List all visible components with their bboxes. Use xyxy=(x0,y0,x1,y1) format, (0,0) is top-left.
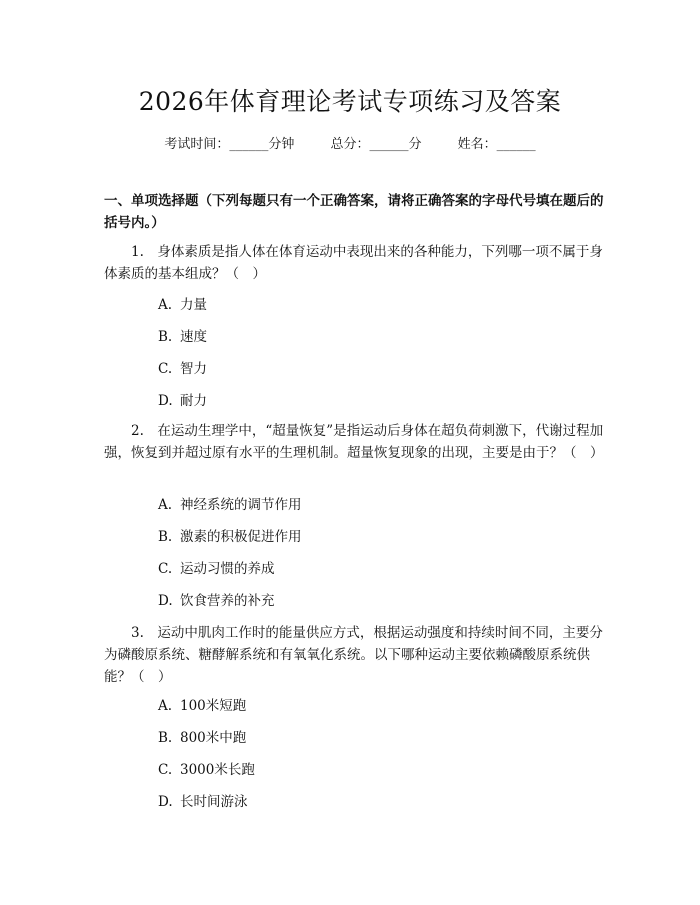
question-3-option-d xyxy=(158,791,248,813)
option-text: 100米短跑 xyxy=(180,698,247,714)
option-text: 神经系统的调节作用 xyxy=(180,497,302,513)
option-text: 3000米长跑 xyxy=(180,762,255,778)
question-1-option-b xyxy=(158,326,207,348)
option-letter: D. xyxy=(158,794,173,810)
option-letter: C. xyxy=(158,561,173,577)
question-1-option-c xyxy=(158,358,207,380)
option-letter: B. xyxy=(158,529,173,545)
exam-time: 考试时间：______分钟 xyxy=(164,137,295,152)
exam-info xyxy=(0,133,700,152)
section-heading: 一、单项选择题（下列每题只有一个正确答案，请将正确答案的字母代号填在题后的括号内。） xyxy=(104,193,604,231)
question-2: 2. 在运动生理学中，“超量恢复”是指运动后身体在超负荷刺激下，代谢过程加强，恢复到并超过原有水平的生理机制。超量恢复现象的出现，主要是由于？（ ） xyxy=(104,423,604,461)
option-letter: B. xyxy=(158,329,173,345)
exam-score: 总分：______分 xyxy=(330,137,422,152)
option-letter: A. xyxy=(158,297,173,313)
option-letter: D. xyxy=(158,593,173,609)
option-text: 800米中跑 xyxy=(180,730,247,746)
question-1: 1. 身体素质是指人体在体育运动中表现出来的各种能力，下列哪一项不属于身体素质的基本组成？（ ） xyxy=(104,244,603,282)
question-1-option-d xyxy=(158,390,207,412)
question-2-option-d xyxy=(158,590,275,612)
question-3-option-c xyxy=(158,759,255,781)
option-letter: A. xyxy=(158,497,173,513)
question-2-option-b xyxy=(158,526,302,548)
option-letter: C. xyxy=(158,361,173,377)
option-text: 智力 xyxy=(180,361,207,377)
question-3-option-b xyxy=(158,727,246,749)
option-text: 速度 xyxy=(180,329,207,345)
option-text: 长时间游泳 xyxy=(180,794,248,810)
option-letter: A. xyxy=(158,698,173,714)
question-2-option-c xyxy=(158,558,275,580)
option-text: 饮食营养的补充 xyxy=(180,593,275,609)
question-3: 3. 运动中肌肉工作时的能量供应方式，根据运动强度和持续时间不同，主要分为磷酸原系统、糖酵解系统和有氧氧化系统。以下哪种运动主要依赖磷酸原系统供能？（ ） xyxy=(104,625,603,685)
question-3-option-a xyxy=(158,695,246,717)
option-letter: B. xyxy=(158,730,173,746)
option-text: 耐力 xyxy=(180,393,207,409)
exam-name: 姓名：______ xyxy=(457,137,536,152)
option-text: 激素的积极促进作用 xyxy=(180,529,302,545)
page-title: 2026年体育理论考试专项练习及答案 xyxy=(138,87,562,116)
option-letter: C. xyxy=(158,762,173,778)
question-2-option-a xyxy=(158,494,302,516)
option-text: 运动习惯的养成 xyxy=(180,561,275,577)
option-text: 力量 xyxy=(180,297,207,313)
option-letter: D. xyxy=(158,393,173,409)
question-1-option-a xyxy=(158,294,207,316)
